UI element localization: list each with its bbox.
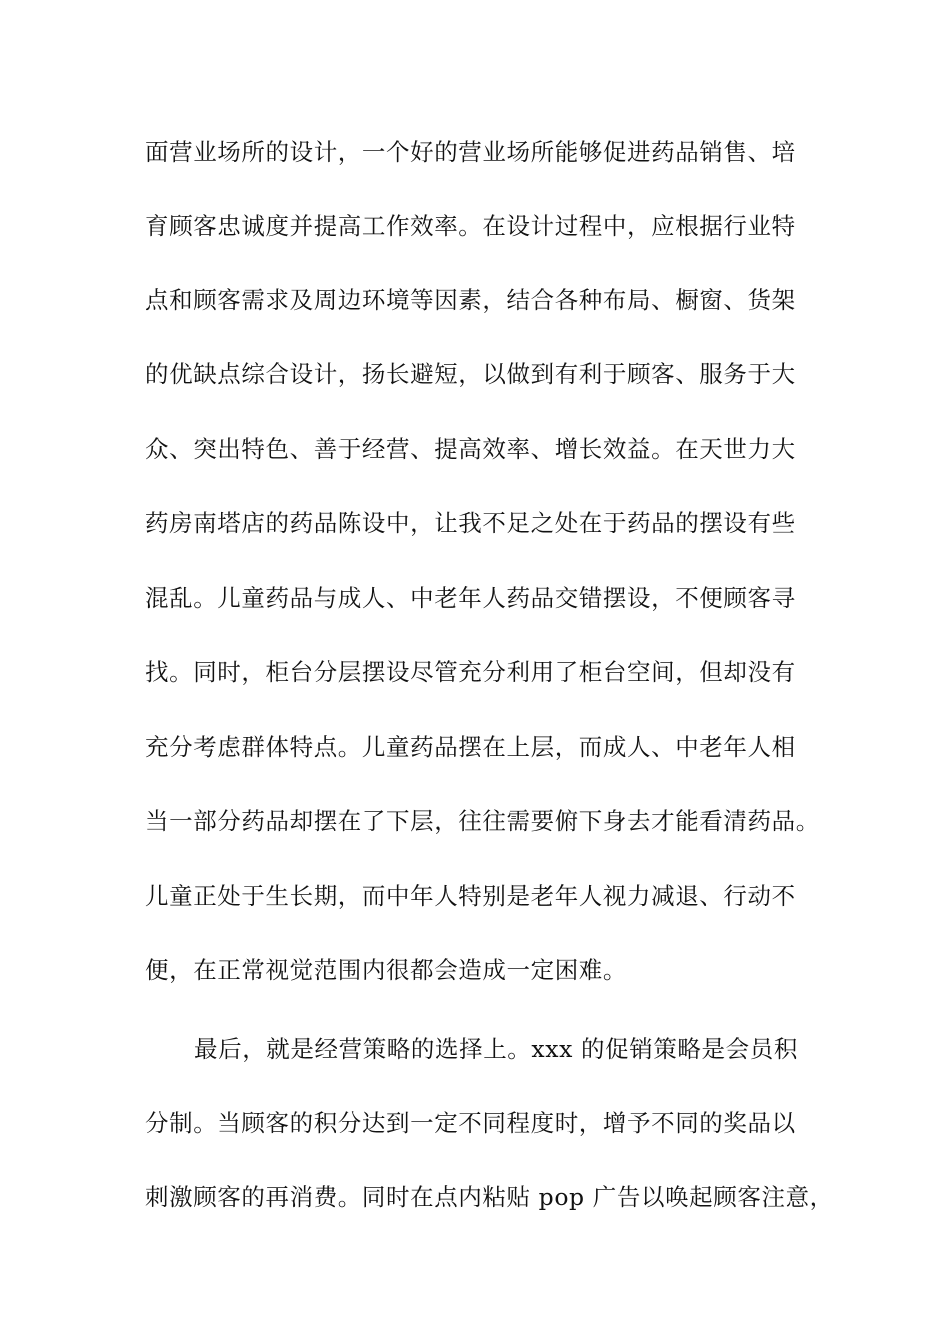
text-line: 充分考虑群体特点。儿童药品摆在上层，而成人、中老年人相: [145, 733, 796, 761]
text-line: 众、突出特色、善于经营、提高效率、增长效益。在天世力大: [145, 435, 796, 463]
text-line: 儿童正处于生长期，而中年人特别是老年人视力减退、行动不: [145, 882, 796, 910]
text-line: 育顾客忠诚度并提高工作效率。在设计过程中，应根据行业特: [145, 212, 796, 240]
text-line: 的优缺点综合设计，扬长避短，以做到有利于顾客、服务于大: [145, 360, 796, 388]
paragraph-first-line: 最后，就是经营策略的选择上。xxx 的促销策略是会员积: [194, 1035, 798, 1063]
text-line: 点和顾客需求及周边环境等因素，结合各种布局、橱窗、货架: [145, 286, 796, 314]
text-line: 分制。当顾客的积分达到一定不同程度时，增予不同的奖品以: [145, 1109, 796, 1137]
text-line: 刺激顾客的再消费。同时在点内粘贴 pop 广告以唤起顾客注意，: [145, 1183, 834, 1211]
text-line: 当一部分药品却摆在了下层，往往需要俯下身去才能看清药品。: [145, 807, 820, 835]
text-line: 药房南塔店的药品陈设中，让我不足之处在于药品的摆设有些: [145, 509, 796, 537]
text-line: 混乱。儿童药品与成人、中老年人药品交错摆设，不便顾客寻: [145, 584, 796, 612]
text-line: 面营业场所的设计，一个好的营业场所能够促进药品销售、培: [145, 138, 796, 166]
text-line: 便，在正常视觉范围内很都会造成一定困难。: [145, 956, 627, 984]
text-line: 找。同时，柜台分层摆设尽管充分利用了柜台空间，但却没有: [145, 658, 796, 686]
